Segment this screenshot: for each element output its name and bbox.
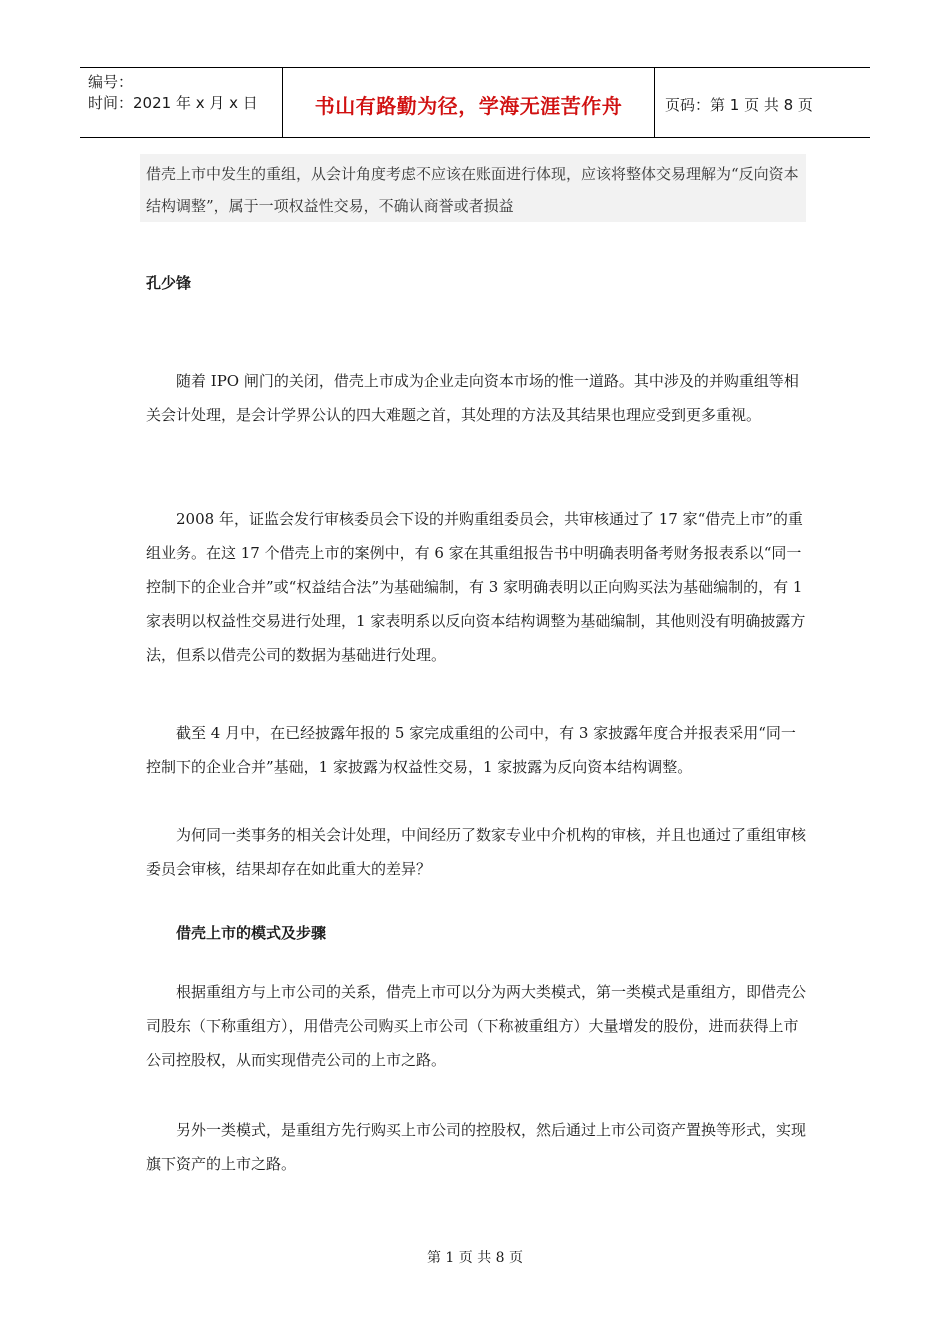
document-time-label: 时间：2021 年 x 月 x 日 [88,94,258,112]
header-motto: 书山有路勤为径，学海无涯苦作舟 [282,68,655,137]
body-paragraph: 截至 4 月中，在已经披露年报的 5 家完成重组的公司中，有 3 家披露年度合并报表采用“同一控制下的企业合并”基础，1 家披露为权益性交易，1 家披露为反向资本结构调整。 [146,724,796,776]
summary-box: 借壳上市中发生的重组，从会计角度考虑不应该在账面进行体现，应该将整体交易理解为“反向资本结构调整”，属于一项权益性交易，不确认商誉或者损益 [140,154,806,222]
header-table [80,67,870,138]
header-meta [80,68,282,137]
author-name: 孔少锋 [146,274,192,292]
page-footer: 第 1 页 共 8 页 [426,1250,524,1266]
body-paragraph: 2008 年，证监会发行审核委员会下设的并购重组委员会，共审核通过了 17 家“借壳上市”的重组业务。在这 17 个借壳上市的案例中，有 6 家在其重组报告书中明确表明备考财务报表系以“同一控制下的企业合并”或“权益结合法”为基础编制，有 3 家明确表明以正向购买法为基础编制的，有 1 家表明以权益性交易进行处理，1 家表明系以反向资本结构调整为基础编制，其他则没有明确披露方法，但系以借壳公司的数据为基础进行处理。 [146,510,806,664]
body-paragraph: 随着 IPO 闸门的关闭，借壳上市成为企业走向资本市场的惟一道路。其中涉及的并购重组等相关会计处理，是会计学界公认的四大难题之首，其处理的方法及其结果也理应受到更多重视。 [146,372,799,424]
section-heading: 借壳上市的模式及步骤 [176,924,327,942]
body-paragraph: 为何同一类事务的相关会计处理，中间经历了数家专业中介机构的审核，并且也通过了重组审核委员会审核，结果却存在如此重大的差异？ [146,826,807,878]
document-number-label: 编号： [88,73,134,91]
body-paragraph: 另外一类模式，是重组方先行购买上市公司的控股权，然后通过上市公司资产置换等形式，实现旗下资产的上市之路。 [146,1121,807,1173]
header-page-info: 页码：第 1 页 共 8 页 [665,96,813,114]
body-paragraph: 根据重组方与上市公司的关系，借壳上市可以分为两大类模式，第一类模式是重组方，即借壳公司股东（下称重组方），用借壳公司购买上市公司（下称被重组方）大量增发的股份，进而获得上市公司控股权，从而实现借壳公司的上市之路。 [146,983,807,1069]
